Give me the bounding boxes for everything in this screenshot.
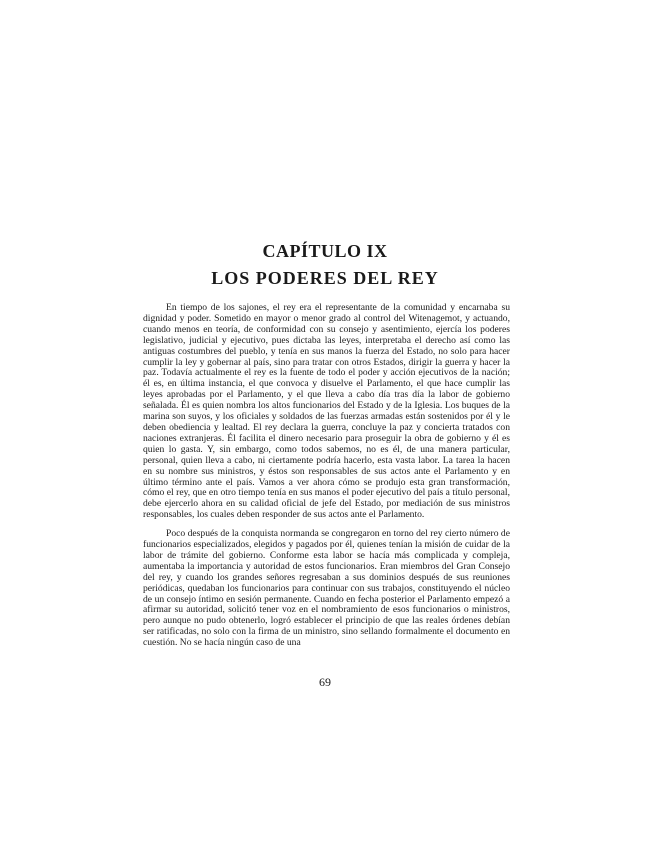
paragraph: Poco después de la conquista normanda se congregaron en torno del rey cierto número de funcionarios especializados, elegidos y pagados por él, quienes tenían la misión de cuidar de la labor de trámite del gobierno. Conforme esta labor se hacía más complicada y compleja, aumentaba la importancia y autoridad de estos funcionarios. Eran miembros del Gran Consejo del rey, y cuando los grandes señores regresaban a sus dominios después de sus reuniones periódicas, quedaban los funcionarios para continuar con sus trabajos, constituyendo el núcleo de un consejo íntimo en sesión permanente. Cuando en fecha posterior el Parlamento empezó a afirmar su autoridad, solicitó tener voz en el nombramiento de esos funcionarios o ministros, pero aunque no pudo obtenerlo, logró establecer el principio de que las reales órdenes debían ser ratificadas, no solo con la firma de un ministro, sino sellando formalmente el documento en cuestión. No se hacía ningún caso de una [143,528,510,649]
chapter-title: LOS PODERES DEL REY [211,268,439,288]
page-number: 69 [319,675,331,689]
body-text [143,303,510,657]
paragraph: En tiempo de los sajones, el rey era el representante de la comunidad y encarnaba su dignidad y poder. Sometido en mayor o menor grado al control del Witenagemot, y actuando, cuando menos en teoría, de conformidad con su consejo y asentimiento, ejercía los poderes legislativo, judicial y ejecutivo, pues dictaba las leyes, interpretaba el derecho así como las antiguas costumbres del pueblo, y tenía en sus manos la fuerza del Estado, no solo para hacer cumplir la ley y gobernar al país, sino para tratar con otros Estados, dirigir la guerra y hacer la paz. Todavía actualmente el rey es la fuente de todo el poder y acción ejecutivos de la nación; él es, en última instancia, el que convoca y disuelve el Parlamento, el que hace cumplir las leyes aprobadas por el Parlamento, y el que lleva a cabo día tras día la labor de gobierno señalada. Él es quien nombra los altos funcionarios del Estado y de la Iglesia. Los buques de la marina son suyos, y los oficiales y soldados de las fuerzas armadas están sostenidos por él y le deben obediencia y lealtad. El rey declara la guerra, concluye la paz y concierta tratados con naciones extranjeras. Él facilita el dinero necesario para proseguir la obra de gobierno y él es quien lo gasta. Y, sin embargo, como todos sabemos, no es él, de una manera particular, personal, quien lleva a cabo, ni ciertamente podría hacerlo, esta vasta labor. La tarea la hacen en su nombre sus ministros, y éstos son responsables de sus actos ante el Parlamento y en último término ante el país. Vamos a ver ahora cómo se produjo esta gran transformación, cómo el rey, que en otro tiempo tenía en sus manos el poder ejecutivo del país a título personal, debe ejercerlo ahora en su calidad oficial de jefe del Estado, por mediación de sus ministros responsables, los cuales deben responder de sus actos ante el Parlamento. [143,302,510,521]
chapter-number: CAPÍTULO IX [262,241,388,261]
